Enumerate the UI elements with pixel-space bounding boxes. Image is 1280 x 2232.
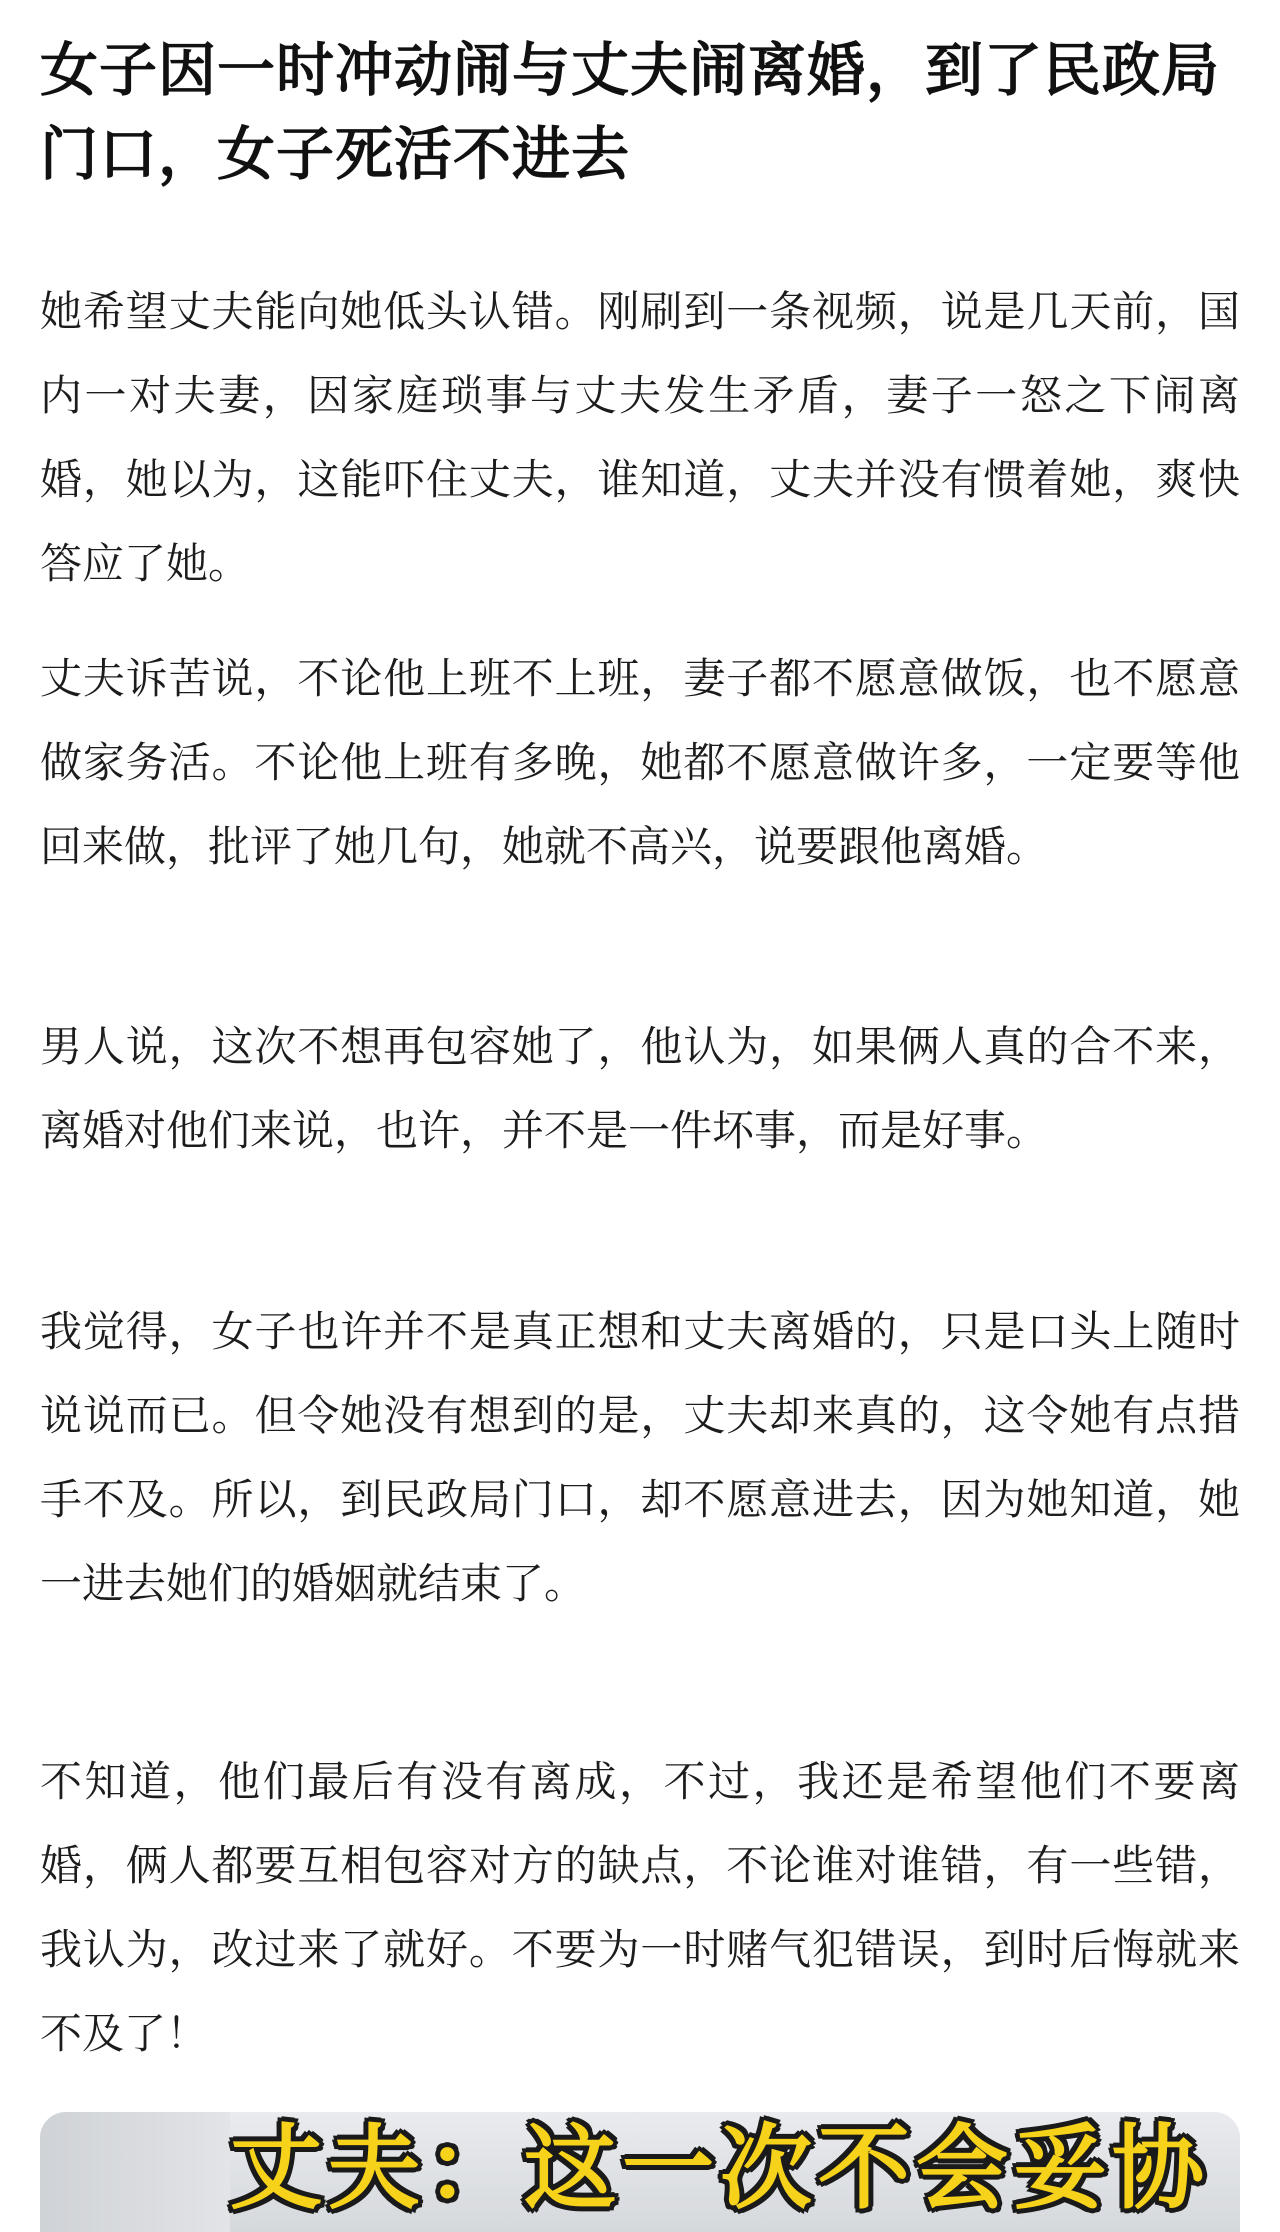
video-frame-background bbox=[40, 2112, 230, 2232]
article-paragraph-1: 她希望丈夫能向她低头认错。刚刷到一条视频，说是几天前，国内一对夫妻，因家庭琐事与丈夫发生矛盾，妻子一怒之下闹离婚，她以为，这能吓住丈夫，谁知道，丈夫并没有惯着她，爽快答应了她。 bbox=[40, 287, 1240, 588]
article-paragraph-4: 我觉得，女子也许并不是真正想和丈夫离婚的，只是口头上随时说说而已。但令她没有想到的是，丈夫却来真的，这令她有点措手不及。所以，到民政局门口，却不愿意进去，因为她知道，她一进去她们的婚姻就结束了。 bbox=[40, 1307, 1240, 1608]
article-paragraph-5: 不知道，他们最后有没有离成，不过，我还是希望他们不要离婚，俩人都要互相包容对方的缺点，不论谁对谁错，有一些错，我认为，改过来了就好。不要为一时赌气犯错误，到时后悔就来不及了！ bbox=[40, 1757, 1240, 2058]
article-paragraph-2: 丈夫诉苦说，不论他上班不上班，妻子都不愿意做饭，也不愿意做家务活。不论他上班有多晚，她都不愿意做许多，一定要等他回来做，批评了她几句，她就不高兴，说要跟他离婚。 bbox=[40, 654, 1240, 871]
article-paragraph-3: 男人说，这次不想再包容她了，他认为，如果俩人真的合不来，离婚对他们来说，也许，并不是一件坏事，而是好事。 bbox=[40, 1022, 1240, 1155]
article-title: 女子因一时冲动闹与丈夫闹离婚，到了民政局门口，女子死活不进去 bbox=[40, 36, 1221, 188]
video-caption: 丈夫：这一次不会妥协 bbox=[230, 2115, 1211, 2222]
embedded-video-thumbnail[interactable] bbox=[40, 2112, 1240, 2232]
